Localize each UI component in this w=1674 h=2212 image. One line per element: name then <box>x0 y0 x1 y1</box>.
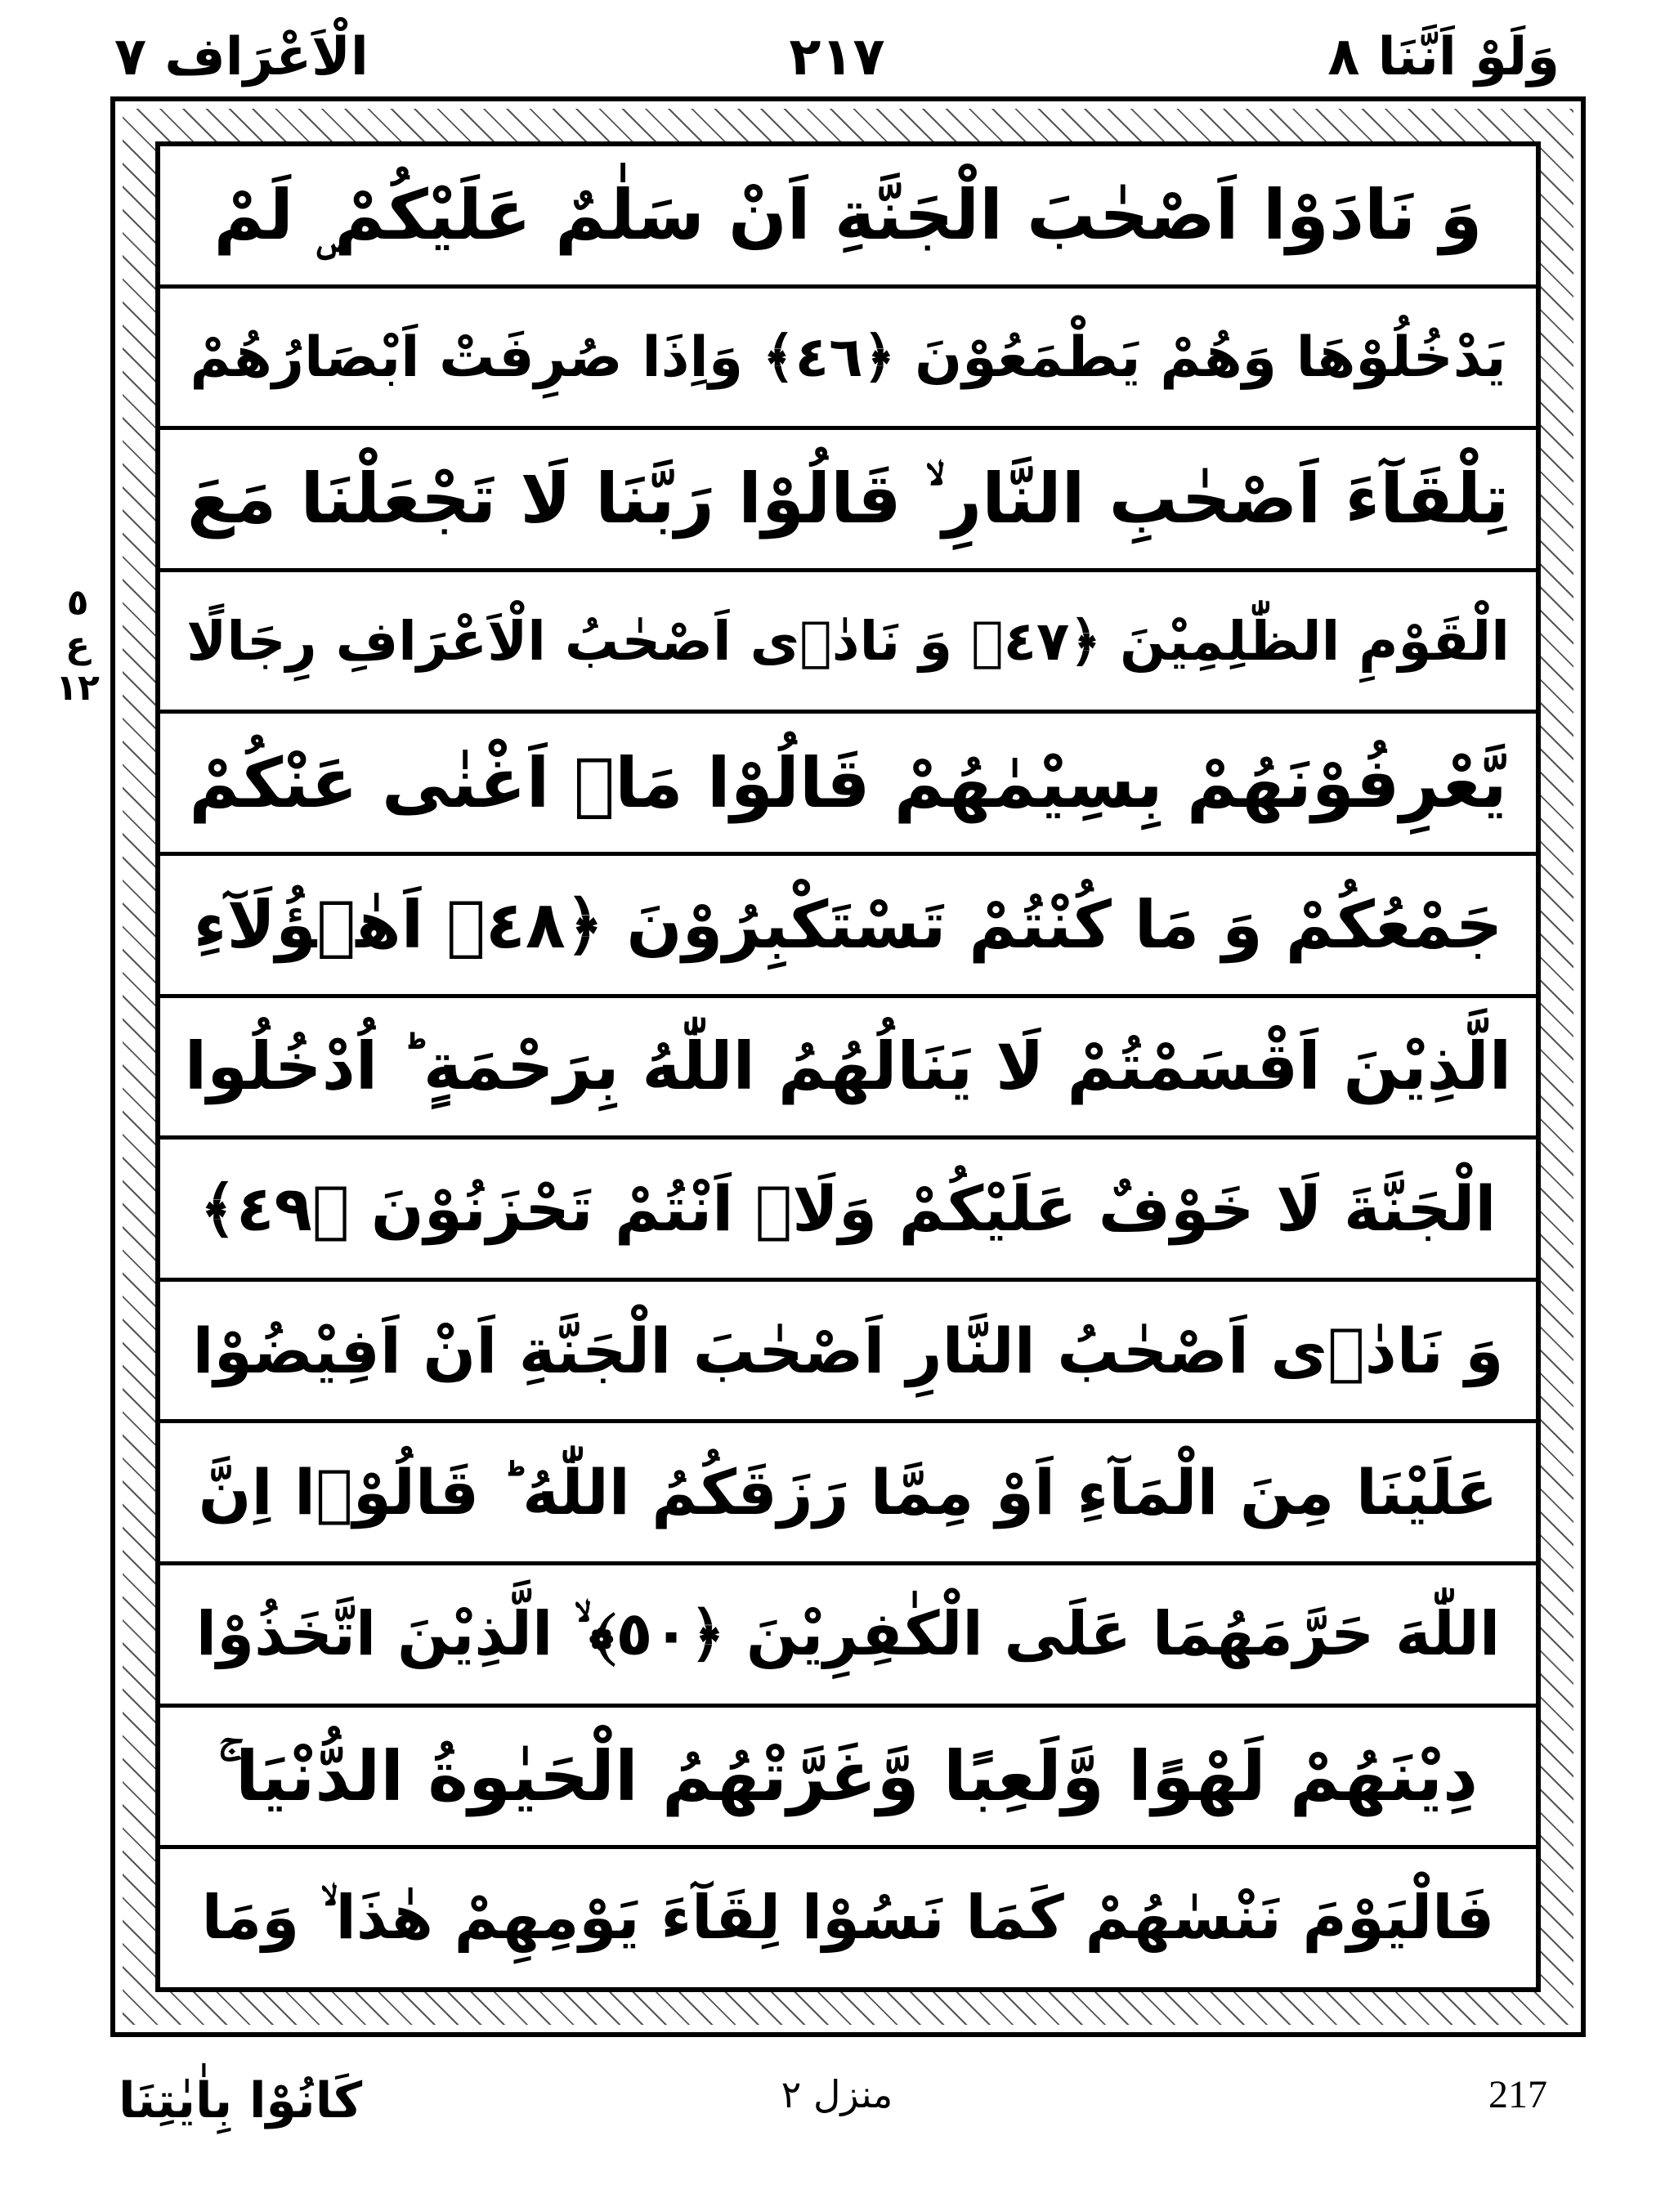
verse-lines <box>160 146 1536 1987</box>
verse-line: فَالْيَوْمَ نَنْسٰهُمْ كَمَا نَسُوْا لِقَآءَ يَوْمِهِمْ هٰذَا ۙ وَمَا <box>201 1883 1495 1954</box>
ruku-top: ٥ <box>66 582 89 624</box>
verse-line: عَلَيْنَا مِنَ الْمَآءِ اَوْ مِمَّا رَزَقَكُمُ اللّٰهُ ؕ قَالُوْۤا اِنَّ <box>160 1423 1536 1565</box>
verse-line: الْجَنَّةَ لَا خَوْفٌ عَلَيْكُمْ وَلَاۤ اَنْتُمْ تَحْزَنُوْنَ ﴿٤٩﴾ <box>160 1140 1536 1282</box>
page-number-header: ٢١٧ <box>789 27 885 87</box>
verse-line: اللّٰهَ حَرَّمَهُمَا عَلَى الْكٰفِرِيْنَ ﴿٥٠﴾ ۙ الَّذِيْنَ اتَّخَذُوْا <box>160 1565 1536 1708</box>
verse-line: تِلْقَآءَ اَصْحٰبِ النَّارِ ۙ قَالُوْا رَبَّنَا لَا تَجْعَلْنَا مَعَ <box>160 430 1536 572</box>
page-number-footer: 217 <box>1488 2073 1547 2116</box>
ruku-bottom: ١٢ <box>56 667 100 709</box>
ruku-middle: ع <box>65 625 91 666</box>
surah-header: الْاَعْرَاف ٧ <box>114 27 369 87</box>
verse-line: يَّعْرِفُوْنَهُمْ بِسِيْمٰهُمْ قَالُوْا مَاۤ اَغْنٰى عَنْكُمْ <box>160 714 1536 856</box>
verse-line: الْقَوْمِ الظّٰلِمِيْنَ ﴿٤٧﴾ وَ نَادٰۤى اَصْحٰبُ الْاَعْرَافِ رِجَالًا <box>160 572 1536 714</box>
verse-line: الَّذِيْنَ اَقْسَمْتُمْ لَا يَنَالُهُمُ اللّٰهُ بِرَحْمَةٍ ؕ اُدْخُلُوا <box>160 998 1536 1140</box>
verse-line: وَ نَادَوْا اَصْحٰبَ الْجَنَّةِ اَنْ سَلٰمٌ عَلَيْكُمْ ۣ لَمْ <box>160 146 1536 289</box>
verse-line: جَمْعُكُمْ وَ مَا كُنْتُمْ تَسْتَكْبِرُوْنَ ﴿٤٨﴾ اَهٰۤؤُلَآءِ <box>160 856 1536 998</box>
verse-line: دِيْنَهُمْ لَهْوًا وَّلَعِبًا وَّغَرَّتْهُمُ الْحَيٰوةُ الدُّنْيَا ۚ <box>160 1708 1536 1850</box>
para-header: وَلَوْ اَنَّنَا ٨ <box>1327 27 1560 87</box>
text-panel <box>155 141 1541 1992</box>
verse-line: وَ نَادٰۤى اَصْحٰبُ النَّارِ اَصْحٰبَ الْجَنَّةِ اَنْ اَفِيْضُوْا <box>160 1282 1536 1424</box>
manzil-label: منزل ٢ <box>781 2072 893 2116</box>
verse-line: يَدْخُلُوْهَا وَهُمْ يَطْمَعُوْنَ ﴿٤٦﴾ وَاِذَا صُرِفَتْ اَبْصَارُهُمْ <box>160 289 1536 431</box>
catchword: كَانُوْا بِاٰيٰتِنَا <box>119 2072 363 2129</box>
ruku-marker <box>45 582 110 710</box>
